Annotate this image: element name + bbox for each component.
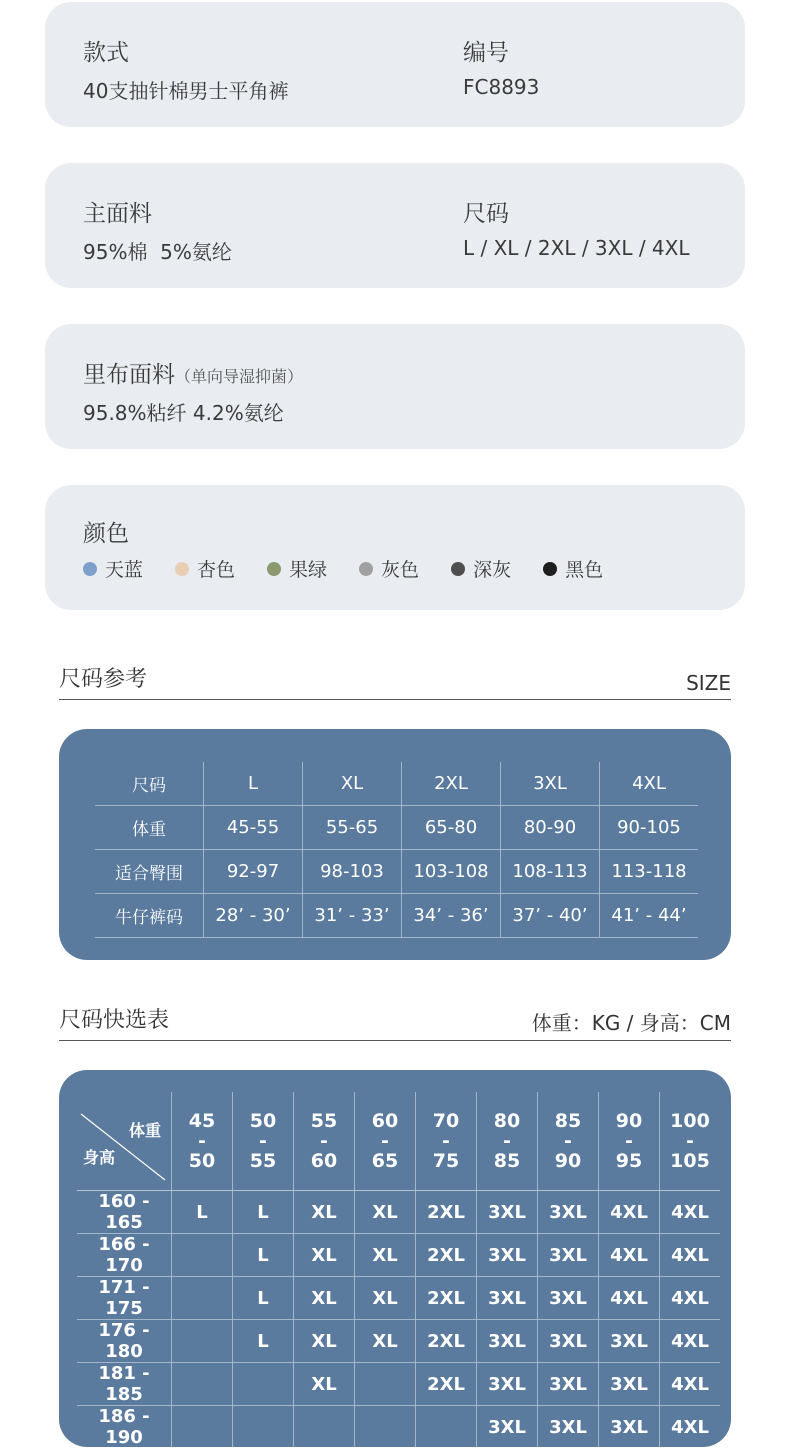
corner-height-label: 身高 xyxy=(83,1148,116,1167)
size-ref-title: 尺码参考 xyxy=(59,667,148,692)
quick-size-cell: 2XL xyxy=(416,1234,477,1277)
color-name: 果绿 xyxy=(289,559,328,581)
size-ref-row-label: 适合臀围 xyxy=(95,850,204,894)
quick-row xyxy=(77,1320,720,1363)
size-ref-cell: 34’ - 36’ xyxy=(402,894,501,938)
quick-size-cell: 3XL xyxy=(477,1363,538,1406)
quick-size-cell: L xyxy=(172,1191,233,1234)
quick-size-cell: XL xyxy=(355,1277,416,1320)
quick-size-cell xyxy=(294,1406,355,1449)
colors-card xyxy=(45,485,745,610)
quick-size-cell: XL xyxy=(294,1191,355,1234)
style-value: 40支抽针棉男士平角裤 xyxy=(83,79,289,103)
size-ref-header xyxy=(59,659,731,700)
height-range-label: 166 - 170 xyxy=(77,1234,172,1277)
size-ref-row-label: 尺码 xyxy=(95,762,204,806)
main-fabric-label: 主面料 xyxy=(83,201,152,227)
quick-size-cell xyxy=(416,1406,477,1449)
style-label: 款式 xyxy=(83,40,129,66)
size-ref-cell: 92-97 xyxy=(204,850,303,894)
quick-size-cell: XL xyxy=(294,1234,355,1277)
height-range-label: 171 - 175 xyxy=(77,1277,172,1320)
quick-size-cell xyxy=(355,1406,416,1449)
size-ref-row xyxy=(95,850,698,894)
size-ref-cell: 113-118 xyxy=(600,850,699,894)
weight-header-cell: 90 - 95 xyxy=(599,1092,660,1191)
height-range-label: 160 - 165 xyxy=(77,1191,172,1234)
quick-size-cell: 3XL xyxy=(477,1320,538,1363)
color-item xyxy=(543,555,603,582)
size-ref-cell: 41’ - 44’ xyxy=(600,894,699,938)
color-dot-icon xyxy=(359,562,373,576)
quick-size-cell: 4XL xyxy=(599,1234,660,1277)
lining-card xyxy=(45,324,745,449)
corner-weight-label: 体重 xyxy=(128,1121,161,1140)
size-ref-cell: 65-80 xyxy=(402,806,501,850)
quick-size-cell: 4XL xyxy=(599,1191,660,1234)
color-name: 杏色 xyxy=(197,559,236,581)
quick-size-cell: 2XL xyxy=(416,1277,477,1320)
quick-row xyxy=(77,1277,720,1320)
color-name: 天蓝 xyxy=(105,559,144,581)
size-ref-cell: 90-105 xyxy=(600,806,699,850)
quick-size-cell: XL xyxy=(294,1320,355,1363)
size-ref-cell: XL xyxy=(303,762,402,806)
size-ref-cell: 103-108 xyxy=(402,850,501,894)
color-item xyxy=(359,555,419,582)
quick-size-cell: 4XL xyxy=(660,1277,721,1320)
quick-header xyxy=(59,1000,731,1041)
quick-size-cell: 3XL xyxy=(538,1363,599,1406)
height-range-label: 186 - 190 xyxy=(77,1406,172,1449)
size-ref-table xyxy=(95,762,698,938)
quick-size-cell: 3XL xyxy=(538,1320,599,1363)
colors-label: 颜色 xyxy=(83,521,129,547)
color-name: 灰色 xyxy=(381,559,420,581)
lining-label-sub: （单向导湿抑菌） xyxy=(175,367,304,386)
code-label: 编号 xyxy=(463,40,509,66)
quick-size-cell xyxy=(172,1320,233,1363)
main-fabric-value: 95%棉 5%氨纶 xyxy=(83,240,232,264)
size-ref-panel xyxy=(59,729,731,960)
quick-panel xyxy=(59,1070,731,1447)
weight-header-cell: 70 - 75 xyxy=(416,1092,477,1191)
weight-header-cell: 100 - 105 xyxy=(660,1092,721,1191)
color-dot-icon xyxy=(83,562,97,576)
size-ref-cell: 108-113 xyxy=(501,850,600,894)
quick-size-cell: XL xyxy=(355,1320,416,1363)
quick-row xyxy=(77,1191,720,1234)
quick-size-cell: 2XL xyxy=(416,1191,477,1234)
quick-size-cell: 4XL xyxy=(660,1234,721,1277)
size-ref-cell: 3XL xyxy=(501,762,600,806)
size-ref-cell: 80-90 xyxy=(501,806,600,850)
quick-size-cell: 3XL xyxy=(599,1320,660,1363)
quick-size-cell: 3XL xyxy=(538,1406,599,1449)
quick-size-cell: 4XL xyxy=(660,1363,721,1406)
quick-size-cell: L xyxy=(233,1277,294,1320)
lining-value: 95.8%粘纤 4.2%氨纶 xyxy=(83,401,284,425)
quick-size-cell: 3XL xyxy=(538,1191,599,1234)
color-name: 黑色 xyxy=(565,559,604,581)
quick-size-cell: 3XL xyxy=(599,1363,660,1406)
size-ref-cell: 37’ - 40’ xyxy=(501,894,600,938)
quick-size-cell xyxy=(233,1363,294,1406)
height-range-label: 181 - 185 xyxy=(77,1363,172,1406)
color-dot-icon xyxy=(543,562,557,576)
quick-size-cell: XL xyxy=(355,1191,416,1234)
size-ref-cell: 98-103 xyxy=(303,850,402,894)
quick-size-cell: 3XL xyxy=(477,1406,538,1449)
size-ref-row xyxy=(95,806,698,850)
quick-size-cell xyxy=(172,1363,233,1406)
fabric-card xyxy=(45,163,745,288)
quick-corner xyxy=(77,1092,172,1191)
quick-size-cell: 4XL xyxy=(660,1320,721,1363)
size-ref-cell: 2XL xyxy=(402,762,501,806)
quick-size-cell: 4XL xyxy=(660,1406,721,1449)
color-dot-icon xyxy=(267,562,281,576)
weight-header-cell: 80 - 85 xyxy=(477,1092,538,1191)
quick-size-cell: XL xyxy=(355,1234,416,1277)
lining-label xyxy=(83,356,303,389)
quick-size-cell xyxy=(172,1234,233,1277)
size-ref-row-label: 体重 xyxy=(95,806,204,850)
quick-row xyxy=(77,1234,720,1277)
size-ref-cell: 28’ - 30’ xyxy=(204,894,303,938)
color-item xyxy=(451,555,511,582)
quick-size-cell: 4XL xyxy=(660,1191,721,1234)
color-name: 深灰 xyxy=(473,559,512,581)
size-ref-cell: 4XL xyxy=(600,762,699,806)
color-item xyxy=(175,555,235,582)
quick-row xyxy=(77,1406,720,1449)
quick-size-cell: 3XL xyxy=(477,1234,538,1277)
quick-size-cell: L xyxy=(233,1191,294,1234)
weight-header-cell: 50 - 55 xyxy=(233,1092,294,1191)
color-list xyxy=(83,555,635,582)
quick-size-cell: XL xyxy=(294,1363,355,1406)
size-ref-cell: 45-55 xyxy=(204,806,303,850)
diagonal-line xyxy=(77,1092,171,1190)
quick-size-cell: 2XL xyxy=(416,1363,477,1406)
quick-size-cell xyxy=(172,1406,233,1449)
size-ref-cell: 31’ - 33’ xyxy=(303,894,402,938)
weight-header-cell: 55 - 60 xyxy=(294,1092,355,1191)
quick-size-cell: 3XL xyxy=(538,1234,599,1277)
size-value: L / XL / 2XL / 3XL / 4XL xyxy=(463,236,690,260)
weight-header-cell: 85 - 90 xyxy=(538,1092,599,1191)
size-ref-cell: 55-65 xyxy=(303,806,402,850)
height-range-label: 176 - 180 xyxy=(77,1320,172,1363)
quick-size-cell: L xyxy=(233,1320,294,1363)
color-dot-icon xyxy=(451,562,465,576)
size-label: 尺码 xyxy=(463,201,509,227)
quick-size-cell: 4XL xyxy=(599,1277,660,1320)
quick-size-cell: L xyxy=(233,1234,294,1277)
size-ref-row xyxy=(95,894,698,938)
quick-table xyxy=(77,1092,720,1449)
size-ref-row-label: 牛仔裤码 xyxy=(95,894,204,938)
quick-size-cell: 3XL xyxy=(477,1191,538,1234)
quick-size-cell: XL xyxy=(294,1277,355,1320)
style-card xyxy=(45,2,745,127)
size-ref-cell: L xyxy=(204,762,303,806)
color-dot-icon xyxy=(175,562,189,576)
weight-header-cell: 60 - 65 xyxy=(355,1092,416,1191)
quick-size-cell: 3XL xyxy=(599,1406,660,1449)
quick-row xyxy=(77,1363,720,1406)
lining-label-main: 里布面料 xyxy=(83,362,175,388)
quick-size-cell xyxy=(233,1406,294,1449)
quick-title: 尺码快选表 xyxy=(59,1008,170,1033)
code-value: FC8893 xyxy=(463,75,540,99)
quick-size-cell: 3XL xyxy=(538,1277,599,1320)
size-ref-right: SIZE xyxy=(686,671,731,695)
quick-size-cell xyxy=(172,1277,233,1320)
quick-right: 体重：KG / 身高：CM xyxy=(531,1011,731,1035)
quick-size-cell xyxy=(355,1363,416,1406)
color-item xyxy=(83,555,143,582)
quick-size-cell: 3XL xyxy=(477,1277,538,1320)
size-ref-header-row xyxy=(95,762,698,806)
quick-header-row xyxy=(77,1092,720,1191)
color-item xyxy=(267,555,327,582)
quick-size-cell: 2XL xyxy=(416,1320,477,1363)
weight-header-cell: 45 - 50 xyxy=(172,1092,233,1191)
